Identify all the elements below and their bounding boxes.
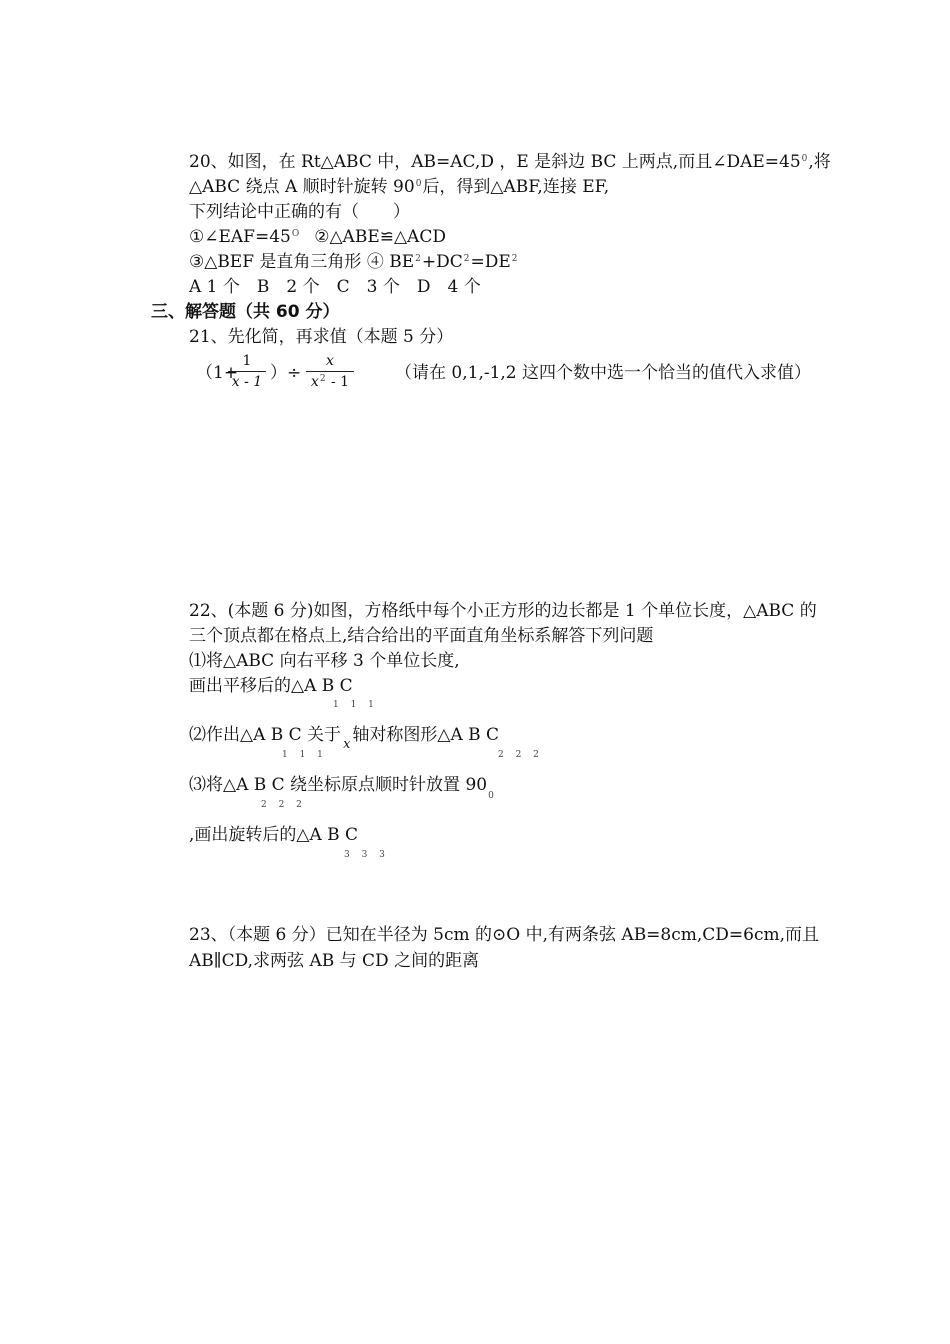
q22-part1b: 画出平移后的△A B C [189,676,353,696]
q21-frac2-denominator [306,373,354,393]
q20-stmt2: ②△ABE≌△ACD [314,227,446,247]
q22-part2-subscripts-1: 1 1 1 [282,750,323,760]
q20-line1-text: 20、如图，在 Rt△ABC 中，AB=AC,D ，E 是斜边 BC 上两点,而且∠DAE=45 [189,152,801,172]
q21-frac2-bar [306,371,354,372]
q22-part3-subscripts: 2 2 2 [261,800,302,810]
q20-sup2: 2 [463,254,470,264]
q22-line1: 22、(本题 6 分)如图，方格纸中每个小正方形的边长都是 1 个单位长度，△ABC 的 [189,601,817,621]
q22-part2-x: x [343,737,351,752]
q22-part1a: ⑴将△ABC 向右平移 3 个单位长度, [189,651,460,671]
q21-frac2-den-exp: 2 [319,374,326,384]
q21-note: （请在 0,1,-1,2 这四个数中选一个恰当的值代入求值） [395,363,812,383]
q20-line1 [189,151,831,176]
section-3-title: 三、解答题（共 60 分） [151,302,340,322]
q22-part2b: 轴对称图形△A B C [352,725,500,745]
q21-open-paren: （1+ [196,363,239,383]
q20-sup1: 2 [415,254,421,264]
q21-frac1-bar [228,371,266,372]
q21-frac2-den-rest: - 1 [326,374,350,390]
q21-fraction-2 [306,352,354,393]
q21-frac2-numerator: x [326,353,334,369]
q22-part3-text: ⑶将△A B C 绕坐标原点顺时针放置 90 [189,775,488,795]
q20-statement-3-4 [189,251,519,276]
q20-stmt1: ①∠EAF=45 [189,227,291,247]
q21-title: 21、先化简，再求值（本题 5 分） [189,327,454,347]
q20-sup3: 2 [511,254,518,264]
q20-line2 [189,176,609,201]
q20-statement-1-2 [189,226,446,251]
q21-close-div: ）÷ [270,363,302,383]
q22-part2 [189,724,500,752]
q22-part3b-subscripts: 3 3 3 [344,850,385,860]
q20-stmt3: ③△BEF 是直角三角形 ④ BE [189,252,415,272]
q20-prompt: 下列结论中正确的有（ ） [189,202,410,222]
q20-degree-mark: 0 [801,154,808,164]
q20-options: A 1 个 B 2 个 C 3 个 D 4 个 [189,277,481,297]
q20-line2-a: △ABC 绕点 A 顺时针旋转 90 [189,177,415,197]
q20-stmt4-b: +DC [421,252,463,272]
q23-line2: AB∥CD,求两弦 AB 与 CD 之间的距离 [189,951,480,971]
q21-frac2-den-x: x [310,374,319,390]
q22-part3b: ,画出旋转后的△A B C [189,825,359,845]
q22-part3 [189,774,494,799]
q21-fraction-1 [228,352,266,391]
q23-line1: 23、（本题 6 分）已知在半径为 5cm 的⊙O 中,有两条弦 AB=8cm,CD=6cm,而且 [189,925,820,945]
q22-part2a: ⑵作出△A B C 关于 [189,725,342,745]
q20-stmt1-degree: O [291,229,300,239]
q20-stmt4-c: =DE [470,252,511,272]
q21-frac1-numerator: 1 [242,353,252,369]
q21-frac1-denominator: x - 1 [231,374,263,390]
q20-line2-b: 后，得到△ABF,连接 EF, [422,177,610,197]
q22-part2-subscripts-2: 2 2 2 [498,750,539,760]
q22-part3-degree: 0 [488,791,494,801]
q20-line1-tail: ,将 [808,152,831,172]
q22-part1b-subscripts: 1 1 1 [333,700,374,710]
q22-line2: 三个顶点都在格点上,结合给出的平面直角坐标系解答下列问题 [189,626,654,646]
q20-line2-degree: 0 [415,179,422,189]
